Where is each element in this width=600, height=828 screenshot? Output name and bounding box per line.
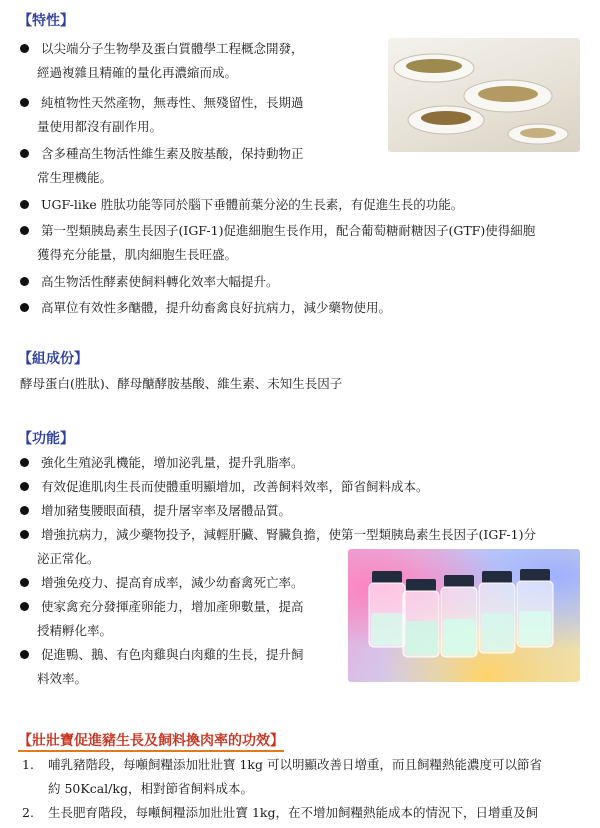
effects-heading [18,730,284,750]
bullet-dot-icon [20,44,29,53]
function-text: 有效促進肌肉生長而使體重明顯增加，改善飼料效率，節省飼料成本。 [41,479,429,494]
powder-dishes-icon [388,38,580,152]
function-item-4 [20,523,536,547]
function-item-2 [20,475,429,499]
effect-number: 1. [22,757,34,772]
feature-item-6 [20,270,279,294]
features-heading: 【特性】 [18,13,74,29]
bullet-dot-icon [20,602,29,611]
function-item-7 [20,643,304,667]
function-item-6 [20,595,304,619]
feature-text: 第一型類胰島素生長因子(IGF-1)促進細胞生長作用，配合葡萄糖耐糖因子(GTF)使得細胞 [41,223,536,238]
vials-icon [348,549,580,682]
feature-item-5 [20,219,535,243]
bullet-dot-icon [20,98,29,107]
feature-text: 以尖端分子生物學及蛋白質體學工程概念開發， [41,41,304,56]
bullet-dot-icon [20,149,29,158]
function-text: 強化生殖泌乳機能，增加泌乳量，提升乳脂率。 [41,455,304,470]
function-text: 使家禽充分發揮產卵能力，增加產卵數量，提高 [41,599,304,614]
feature-text: UGF-like 胜肽功能等同於腦下垂體前葉分泌的生長素，有促進生長的功能。 [41,197,464,212]
function-text: 增強免疫力、提高育成率，減少幼畜禽死亡率。 [41,575,304,590]
effects-heading-text: 【壯壯寶促進豬生長及飼料換肉率的功效】 [18,733,284,752]
effect-text: 哺乳豬階段，每噸飼糧添加壯壯寶 1kg 可以明顯改善日增重，而且飼糧熱能濃度可以節省 [48,757,542,772]
composition-heading: 【組成份】 [18,351,88,367]
bullet-dot-icon [20,482,29,491]
feature-text: 純植物性天然產物，無毒性、無殘留性，長期過 [41,95,304,110]
function-item-5 [20,571,304,595]
feature-item-2 [20,91,304,115]
feature-text: 含多種高生物活性維生素及胺基酸，保持動物正 [41,146,304,161]
functions-heading: 【功能】 [18,431,74,447]
effect-item-1 [22,753,542,777]
effect-number: 2. [22,805,34,820]
feature-text: 高單位有效性多醣體，提升幼畜禽良好抗病力，減少藥物使用。 [41,300,392,315]
feature-item-1 [20,37,304,61]
bullet-dot-icon [20,277,29,286]
bullet-dot-icon [20,506,29,515]
bullet-dot-icon [20,530,29,539]
bullet-dot-icon [20,226,29,235]
powder-dishes-photo [388,38,580,152]
feature-text: 高生物活性酵素使飼料轉化效率大幅提升。 [41,274,279,289]
effect-text: 生長肥育階段，每噸飼糧添加壯壯寶 1kg，在不增加飼糧熱能成本的情況下，日增重及飼 [48,805,539,820]
feature-text-cont: 量使用都沒有副作用。 [37,119,163,134]
feature-text-cont: 常生理機能。 [37,170,113,185]
effect-text-cont: 約 50Kcal/kg，相對節省飼料成本。 [48,781,253,796]
function-text-cont: 授精孵化率。 [37,623,113,638]
function-text: 增強抗病力，減少藥物投予，減輕肝臟、腎臟負擔，使第一型類胰島素生長因子(IGF-1)分 [41,527,536,542]
function-item-3 [20,499,291,523]
composition-text: 酵母蛋白(胜肽)、酵母醣酵胺基酸、維生素、未知生長因子 [20,376,343,391]
function-text: 促進鴨、鵝、有色肉雞與白肉雞的生長，提升飼 [41,647,304,662]
bullet-dot-icon [20,458,29,467]
effect-item-2 [22,801,538,825]
bullet-dot-icon [20,303,29,312]
function-text-cont: 泌正常化。 [37,551,100,566]
function-item-1 [20,451,304,475]
function-text-cont: 料效率。 [37,671,88,686]
bullet-dot-icon [20,200,29,209]
feature-item-7 [20,296,391,320]
bullet-dot-icon [20,578,29,587]
feature-text-cont: 獲得充分能量，肌肉細胞生長旺盛。 [37,247,238,262]
bullet-dot-icon [20,650,29,659]
feature-text-cont: 經過複雜且精確的量化再濃縮而成。 [37,65,238,80]
vials-photo [348,549,580,682]
feature-item-3 [20,142,304,166]
function-text: 增加豬隻腰眼面積，提升屠宰率及屠體品質。 [41,503,292,518]
feature-item-4 [20,193,463,217]
